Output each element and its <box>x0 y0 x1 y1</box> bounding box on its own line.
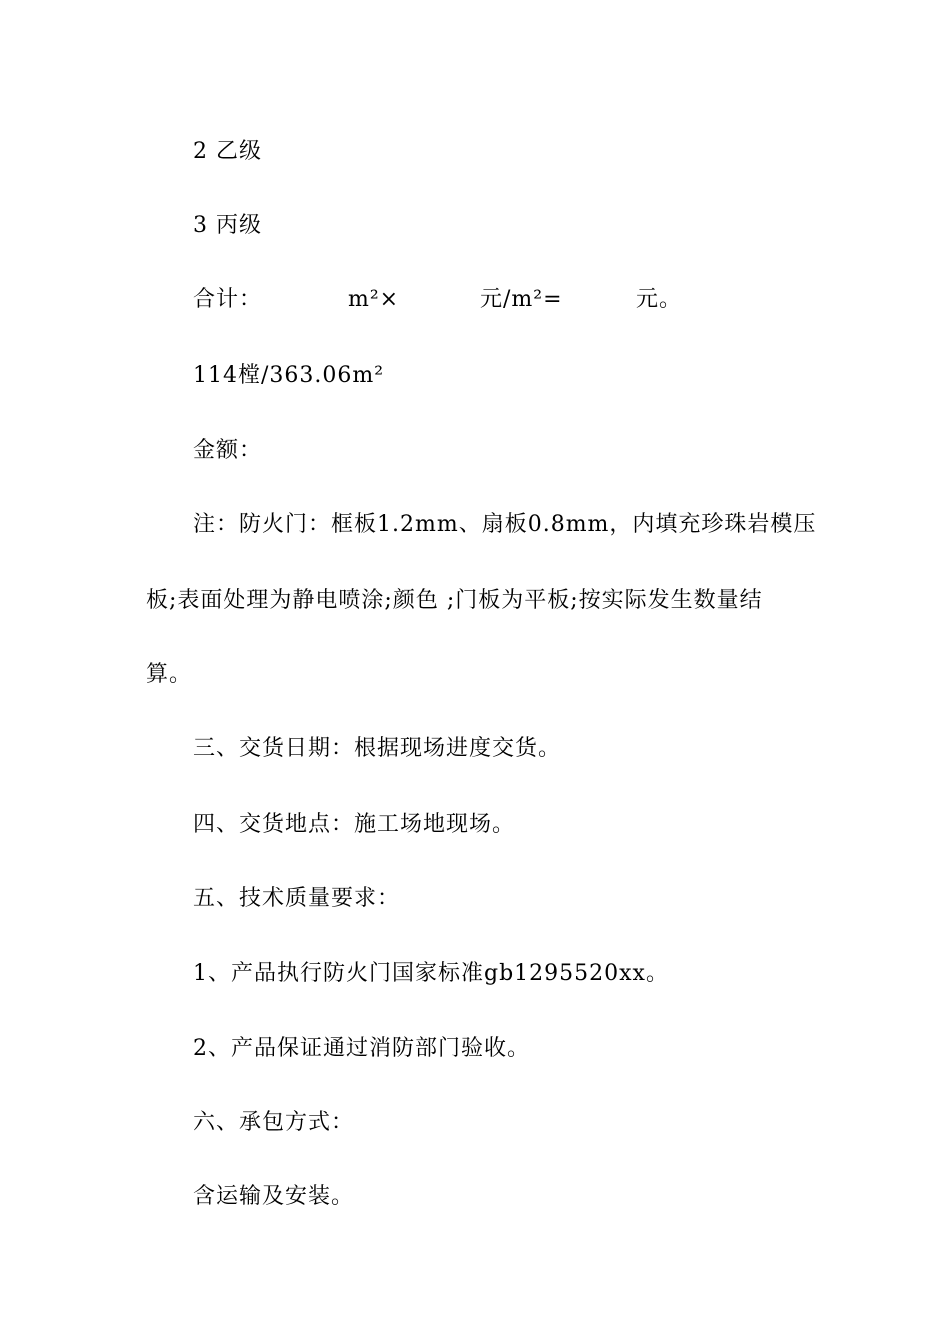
total-area-unit: m²× <box>348 287 400 312</box>
amount-line: 金额： <box>193 438 263 463</box>
note-line-1: 注：防火门：框板1.2mm、扇板0.8mm，内填充珍珠岩模压 <box>193 512 817 537</box>
total-label: 合计： <box>193 287 263 312</box>
delivery-date-line: 三、交货日期：根据现场进度交货。 <box>193 736 562 761</box>
contract-heading: 六、承包方式： <box>193 1110 355 1135</box>
grade-2-line: 2 乙级 <box>193 139 262 164</box>
total-line <box>193 285 713 315</box>
note-line-2: 板;表面处理为静电喷涂;颜色 ;门板为平板;按实际发生数量结 <box>146 588 763 613</box>
total-price-unit: 元/m²= <box>480 287 563 312</box>
count-area-line: 114樘/363.06m² <box>193 363 385 388</box>
contract-body: 含运输及安装。 <box>193 1184 355 1209</box>
quality-item-1: 1、产品执行防火门国家标准gb1295520xx。 <box>193 961 669 986</box>
total-sum-unit: 元。 <box>636 287 683 312</box>
quality-item-2: 2、产品保证通过消防部门验收。 <box>193 1036 530 1061</box>
delivery-place-line: 四、交货地点：施工场地现场。 <box>193 812 516 837</box>
quality-heading: 五、技术质量要求： <box>193 886 401 911</box>
note-line-3: 算。 <box>146 662 193 687</box>
grade-3-line: 3 丙级 <box>193 213 262 238</box>
